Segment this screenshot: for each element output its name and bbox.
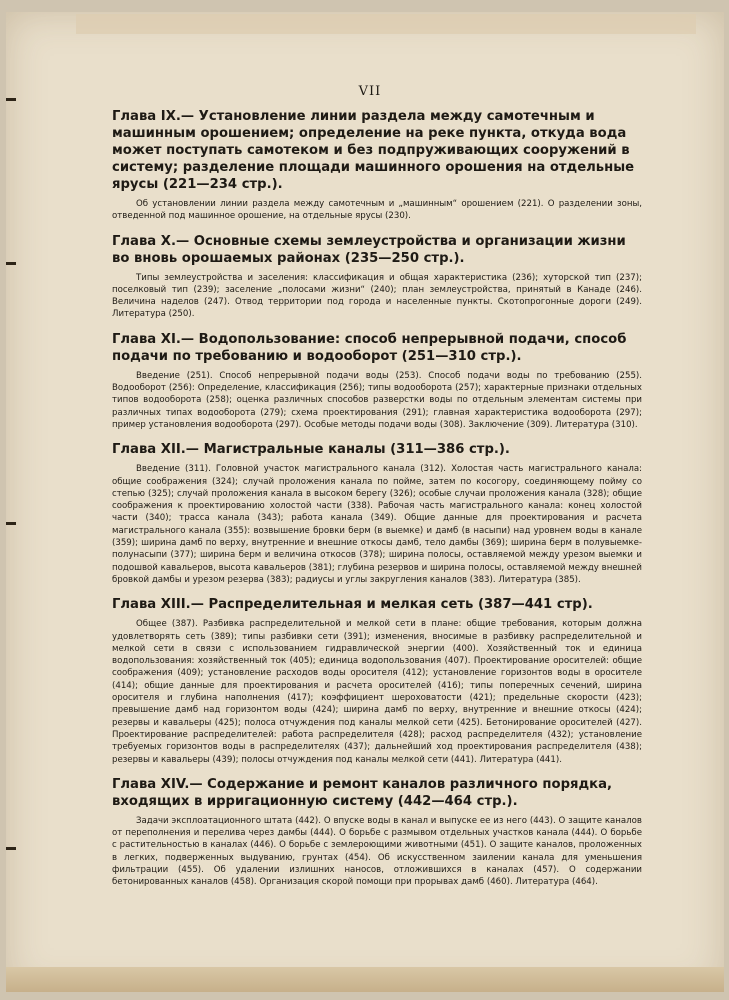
chapter-9	[112, 108, 642, 223]
chapter-label: Глава XIII.	[112, 597, 191, 613]
chapter-label: Глава XIV.	[112, 776, 190, 792]
binding-mark	[6, 98, 16, 101]
binding-mark	[6, 262, 16, 265]
chapter-14	[112, 776, 642, 889]
chapter-title	[112, 108, 642, 193]
table-of-contents	[112, 98, 642, 889]
chapter-title	[112, 331, 642, 365]
chapter-heading: — Магистральные каналы (311—386 стр.).	[185, 442, 510, 458]
chapter-13	[112, 596, 642, 766]
chapter-title	[112, 233, 642, 267]
chapter-heading: — Установление линии раздела между самотечным и машинным орошением; определение на реке пункта, откуда вода может поступать самотеком и без подпруживающих сооружений в систему; разделение площади машинного орошения на отдельные ярусы (221—234 стр.).	[112, 109, 635, 192]
page-fold	[6, 967, 724, 992]
chapter-heading: — Водопользование: способ непрерывной подачи, способ подачи по требованию и водооборот (251—310 стр.).	[112, 331, 627, 364]
chapter-summary: Введение (251). Способ непрерывной подачи воды (253). Способ подачи воды по требованию (255). Водооборот (256): Определение, классификация (256); типы водооборота (257); характерные признаки отдельных типов водооборота (258); оценка различных способов разверстки воды по отдельным элементам системы при различных типах водооборота (279); схема проектирования (291); главная характеристика водооборота (297); пример установления водооборота (297). Особые методы подачи воды (308). Заключение (309). Литература (310).	[112, 370, 642, 430]
chapter-10	[112, 233, 642, 321]
chapter-summary: Задачи эксплоатационного штата (442). О впуске воды в канал и выпуске ее из него (443). О защите каналов от переполнения и перелива через дамбы (444). О борьбе с размывом отдельных участков канала (444). О борьбе с растительностью в каналах (446). О борьбе с землероющими животными (451). О защите каналов, проложенных в легких, подверженных выдуванию, грунтах (454). Об искусственном заилении канала для уменьшения фильтрации (455). Об удалении излишних наносов, отложившихся в каналах (457). О содержании бетонированных каналов (458). Организация скорой помощи при прорывах дамб (460). Литература (464).	[112, 815, 642, 888]
chapter-summary: Общее (387). Разбивка распределительной и мелкой сети в плане: общие требования, которым должна удовлетворять сеть (389); типы разбивки сети (391); изменения, вносимые в разбивку распределительной и мелкой сети в связи с использованием гидравлической энергии (400). Хозяйственный ток и единица водопользования: хозяйственный ток (405); единица водопользования (407). Проектирование оросителей: общие соображения (409); установление расходов воды оросителя (412); установление горизонтов воды в оросителе (414); общие данные для проектирования и расчета оросителей (416); типы поперечных сечений, ширина оросителя и глубина наполнения (417); коэффициент шероховатости (421); предельные скорости (423); превышение дамб над горизонтом воды (424); ширина дамб по верху, внутренние и внешние откосы (424); резервы и кавальеры (425); полоса отчуждения под каналы мелкой сети (425). Бетонирование оросителей (427). Проектирование распределителей: работа распределителя (428); расход распределителя (432); установление требуемых горизонтов воды в распределителях (437); дальнейший ход проектирования распределителя (438); резервы и кавальеры (439); полосы отчуждения под каналы мелкой сети (441). Литература (441).	[112, 619, 642, 765]
chapter-title	[112, 776, 642, 810]
chapter-label: Глава X.	[112, 233, 176, 249]
chapter-summary: Типы землеустройства и заселения: классификация и общая характеристика (236); хуторской тип (237); поселковый тип (239); заселение „полосами жизни“ (240); план землеустройства, принятый в Канаде (246). Величина наделов (247). Отвод территории под города и населенные пункты. Скотопрогонные дороги (249). Литература (250).	[112, 272, 642, 320]
chapter-11	[112, 331, 642, 431]
binding-mark	[6, 847, 16, 850]
paper-strip	[76, 14, 696, 34]
page-number: VII	[358, 84, 382, 99]
chapter-heading: — Распределительная и мелкая сеть (387—441 стр).	[190, 597, 593, 613]
chapter-summary: Об установлении линии раздела между самотечным и „машинным“ орошением (221). О разделении зоны, отведенной под машинное орошение, на отдельные ярусы (230).	[112, 199, 642, 222]
chapter-title	[112, 441, 642, 458]
chapter-title	[112, 596, 642, 613]
chapter-label: Глава IX.	[112, 109, 181, 124]
chapter-label: Глава XII.	[112, 442, 186, 458]
binding-mark	[6, 522, 16, 525]
chapter-heading: — Содержание и ремонт каналов различного порядка, входящих в ирригационную систему (442—464 стр.).	[112, 776, 613, 809]
chapter-12	[112, 441, 642, 586]
chapter-label: Глава XI.	[112, 331, 181, 347]
chapter-summary: Введение (311). Головной участок магистрального канала (312). Холостая часть магистрального канала: общие соображения (324); случай проложения канала по пойме, затем по косогору, соединяющему пойму со степью (325); случай проложения канала в высоком берегу (326); особые случаи проложения канала (328); общие соображения к проектированию холостой части (338). Рабочая часть магистрального канала: конец холостой части (340); трасса канала (343); работа канала (349). Общие данные для проектирования и расчета магистрального канала (355): возвышение бровки берм (в выемке) и дамб (в насыпи) над уровнем воды в канале (359); ширина дамб по верху, внутренние и внешние откосы дамб, тело дамбы (369); ширина берм в полувыемке-полунасыпи (377); ширина берм и величина откосов (378); ширина полосы, оставляемой между урезом выемки и подошвой кавальеров, высота кавальеров (381); глубина резервов и ширина полосы, оставляемой между внешней бровкой дамбы и урезом резерва (383); радиусы и углы закругления каналов (383). Литература (385).	[112, 464, 642, 585]
chapter-heading: — Основные схемы землеустройства и организации жизни во вновь орошаемых районах (235—250 стр.).	[112, 233, 626, 266]
